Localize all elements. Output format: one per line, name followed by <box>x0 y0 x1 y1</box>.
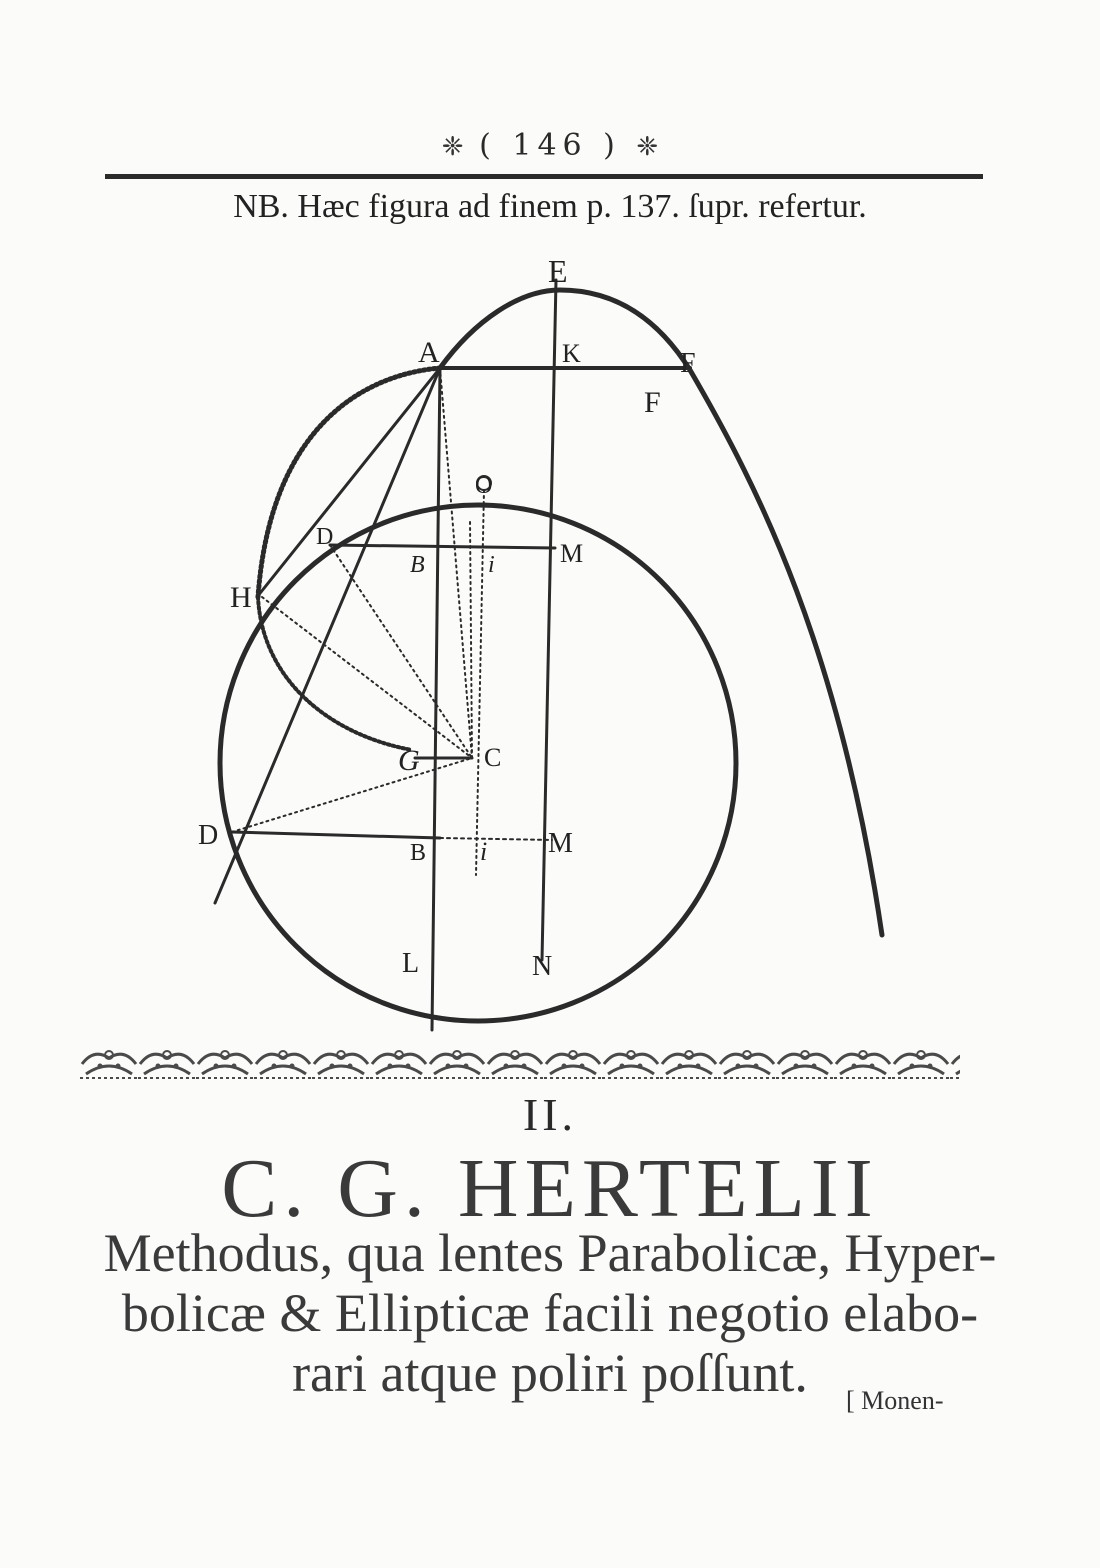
label-L: L <box>402 948 420 979</box>
label-F1: F <box>680 348 696 379</box>
page-number: ( 146 ) <box>479 128 621 163</box>
label-E: E <box>548 253 568 289</box>
label-K: K <box>562 339 581 368</box>
line-DM-lower <box>232 832 440 838</box>
label-i-lower: i <box>480 837 488 866</box>
label-O: O <box>475 473 493 499</box>
label-F2: F <box>644 386 661 419</box>
author-heading: C. G. HERTELII <box>221 1142 879 1235</box>
line-BM-lower <box>440 838 552 840</box>
dotted-C-top <box>470 520 472 758</box>
dotted-H-C <box>262 597 472 758</box>
label-D-upper: D <box>316 524 334 550</box>
dotted-D-C <box>330 545 472 758</box>
label-i-upper: i <box>488 552 495 578</box>
fleuron-right-icon: ❈ <box>636 132 659 162</box>
title-line-3: rari atque poliri poſſunt. <box>292 1343 808 1403</box>
circle <box>220 505 736 1021</box>
section-numeral: II. <box>522 1089 578 1140</box>
label-N: N <box>532 951 553 982</box>
ornamental-border-icon <box>80 1044 960 1080</box>
label-D-lower: D <box>198 820 219 851</box>
line-A-D <box>215 368 440 903</box>
label-M-lower: M <box>548 828 573 859</box>
fleuron-left-icon: ❈ <box>441 132 464 162</box>
label-A: A <box>418 336 440 369</box>
dotted-A-C <box>440 368 472 758</box>
label-H: H <box>230 581 252 614</box>
label-G: G <box>398 744 420 777</box>
label-B-upper: B <box>410 552 425 578</box>
figure-note: NB. Hæc figura ad finem p. 137. ſupr. refertur. <box>233 188 867 225</box>
label-C: C <box>484 743 502 772</box>
title-line-1: Methodus, qua lentes Parabolicæ, Hyper- <box>103 1223 997 1283</box>
label-M-upper: M <box>560 539 584 568</box>
label-B-lower: B <box>410 840 427 866</box>
title-line-2: bolicæ & Ellipticæ facili negotio elabo- <box>121 1283 979 1343</box>
catchword: [ Monen- <box>846 1386 944 1415</box>
